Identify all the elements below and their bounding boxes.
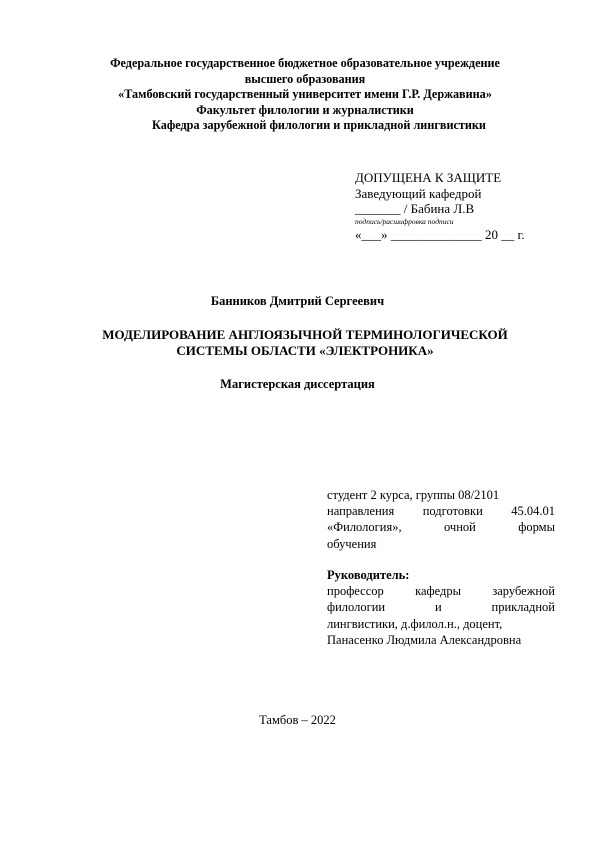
author-name: Банников Дмитрий Сергеевич (210, 294, 385, 308)
supervisor-line: лингвистики, д.филол.н., доцент, (327, 616, 503, 631)
institution-header (70, 56, 540, 134)
title-line: СИСТЕМЫ ОБЛАСТИ «ЭЛЕКТРОНИКА» (176, 343, 434, 358)
word: 45.04.01 (511, 504, 555, 519)
student-line (327, 519, 555, 535)
city-year: Тамбов – 2022 (259, 713, 336, 727)
approval-role: Заведующий кафедрой (355, 185, 482, 201)
word: очной (444, 520, 476, 535)
thesis-title (70, 327, 540, 359)
word: профессор (327, 584, 384, 599)
header-line: Федеральное государственное бюджетное образовательное учреждение (110, 56, 500, 70)
word: подготовки (422, 504, 483, 519)
word: и (434, 600, 442, 615)
word: формы (518, 520, 555, 535)
student-line (327, 503, 555, 519)
signature-caption: подпись/расшифровка подписи (355, 216, 454, 226)
student-line: обучения (327, 536, 377, 551)
word: кафедры (415, 584, 461, 599)
word: филологии (327, 600, 386, 615)
supervisor-label: Руководитель: (327, 568, 410, 582)
approval-status: ДОПУЩЕНА К ЗАЩИТЕ (355, 170, 502, 185)
approval-block (355, 170, 555, 242)
header-line: Кафедра зарубежной филологии и прикладной лингвистики (152, 118, 486, 132)
supervisor-info (327, 567, 555, 648)
supervisor-name: Панасенко Людмила Александровна (327, 632, 522, 647)
header-line: высшего образования (244, 71, 366, 86)
signature-line: _______ / Бабина Л.В (355, 201, 475, 217)
title-line: МОДЕЛИРОВАНИЕ АНГЛОЯЗЫЧНОЙ ТЕРМИНОЛОГИЧЕСКОЙ (102, 327, 508, 342)
student-info (327, 487, 555, 552)
header-line: «Тамбовский государственный университет имени Г.Р. Державина» (118, 87, 492, 101)
date-line: «___» ______________ 20 __ г. (355, 226, 525, 242)
supervisor-line (327, 583, 555, 599)
word: зарубежной (492, 584, 555, 599)
supervisor-line (327, 599, 555, 615)
word: прикладной (491, 600, 555, 615)
student-line: студент 2 курса, группы 08/2101 (327, 488, 500, 502)
word: направления (327, 504, 395, 519)
header-line: Факультет филологии и журналистики (196, 102, 414, 117)
word: «Филология», (327, 520, 402, 535)
thesis-type: Магистерская диссертация (220, 377, 375, 391)
